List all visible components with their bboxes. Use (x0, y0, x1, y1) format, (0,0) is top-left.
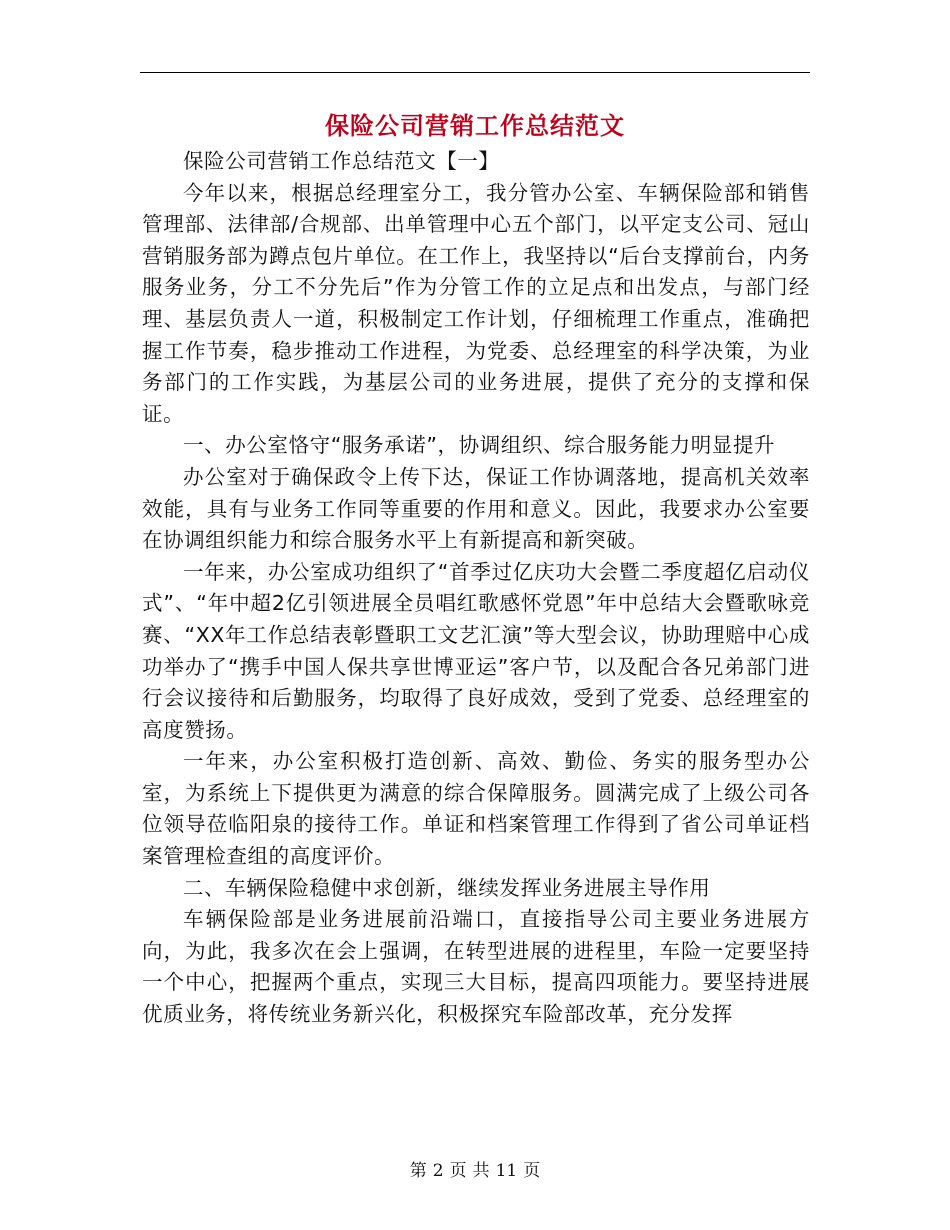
section-heading: 一、办公室恪守“服务承诺”，协调组织、综合服务能力明显提升 (183, 433, 776, 458)
section-heading: 二、车辆保险稳健中求创新，继续发挥业务进展主导作用 (183, 875, 711, 900)
document-title: 保险公司营销工作总结范文 (325, 111, 625, 140)
paragraph: 今年以来，根据总经理室分工，我分管办公室、车辆保险部和销售管理部、法律部/合规部、出单管理中心五个部门，以平定支公司、冠山营销服务部为蹲点包片单位。在工作上，我坚持以“后台支撑前台，内务服务业务，分工不分先后”作为分管工作的立足点和出发点，与部门经理、基层负责人一道，积极制定工作计划，仔细梳理工作重点，准确把握工作节奏，稳步推动工作进程，为党委、总经理室的科学决策，为业务部门的工作实践，为基层公司的业务进展，提供了充分的支撑和保证。 (142, 180, 810, 426)
current-page-number: 2 (432, 1161, 444, 1181)
document-body (142, 146, 810, 1031)
footer-prefix: 第 (409, 1161, 427, 1181)
paragraph: 车辆保险部是业务进展前沿端口，直接指导公司主要业务进展方向，为此，我多次在会上强调，在转型进展的进程里，车险一定要坚持一个中心，把握两个重点，实现三大目标，提高四项能力。要坚持进展优质业务，将传统业务新兴化，积极探究车险部改革，充分发挥 (142, 907, 810, 1027)
paragraph: 一年来，办公室成功组织了“首季过亿庆功大会暨二季度超亿启动仪式”、“年中超2亿引领进展全员唱红歌感怀党恩”年中总结大会暨歌咏竞赛、“XX年工作总结表彰暨职工文艺汇演”等大型会议，协助理赔中心成功举办了“携手中国人保共享世博亚运”客户节，以及配合各兄弟部门进行会议接待和后勤服务，均取得了良好成效，受到了党委、总经理室的高度赞扬。 (142, 559, 810, 742)
paragraph: 办公室对于确保政令上传下达，保证工作协调落地，提高机关效率效能，具有与业务工作同等重要的作用和意义。因此，我要求办公室要在协调组织能力和综合服务水平上有新提高和新突破。 (142, 464, 810, 553)
paragraph: 一年来，办公室积极打造创新、高效、勤俭、务实的服务型办公室，为系统上下提供更为满意的综合保障服务。圆满完成了上级公司各位领导莅临阳泉的接待工作。单证和档案管理工作得到了省公司单证档案管理检查组的高度评价。 (142, 749, 810, 869)
total-page-count: 11 (495, 1161, 518, 1181)
footer-total-unit: 页 (523, 1161, 541, 1181)
footer-page-unit: 页 (449, 1161, 467, 1181)
page-footer (140, 1156, 810, 1181)
paragraph-heading: 保险公司营销工作总结范文【一】 (183, 149, 500, 173)
footer-total-prefix: 共 (472, 1161, 490, 1181)
header-rule (140, 72, 810, 73)
